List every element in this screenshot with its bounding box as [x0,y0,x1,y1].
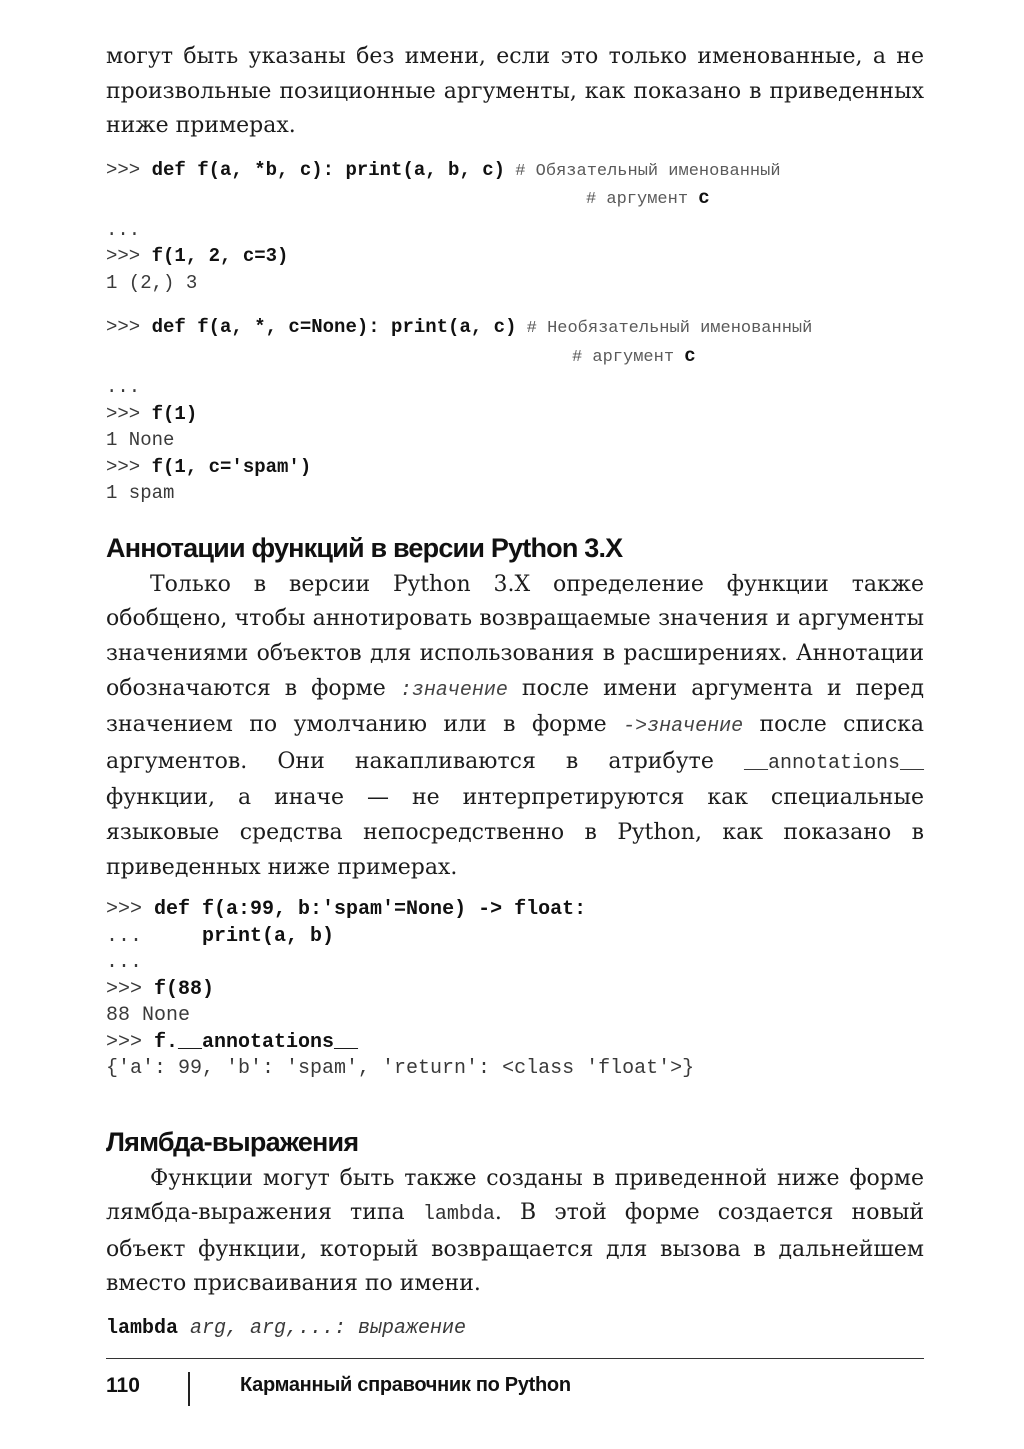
code-line: # аргумент c [572,344,696,367]
code-line: ... [106,376,141,399]
code-line: 1 spam [106,482,175,505]
code-block-2 [106,314,924,507]
code-line: # аргумент c [586,187,710,210]
section-heading-lambda: Лямбда-выражения [106,1126,359,1157]
code-block-1 [106,157,924,297]
code-block-3 [106,897,924,1083]
code-line: >>> f(1, 2, c=3) [106,245,289,268]
book-title: Карманный справочник по Python [240,1374,571,1396]
code-line: ... [106,951,143,975]
code-line: ... print(a, b) [106,924,335,948]
code-line: >>> f(1) [106,402,198,425]
code-line: 88 None [106,1004,191,1028]
code-line: >>> f(88) [106,977,215,1001]
footer-rule [106,1358,924,1359]
code-line: 1 None [106,429,175,452]
footer-divider [188,1372,190,1406]
code-line: >>> f(1, c='spam') [106,455,312,478]
intro-paragraph: могут быть указаны без имени, если это только именованные, а не произвольные позиционные аргументы, как показано в приведенных ниже примерах. [106,44,924,139]
section-heading-annotations: Аннотации функций в версии Python 3.X [106,532,623,563]
code-line: 1 (2,) 3 [106,271,198,294]
lambda-syntax: lambda arg, arg,...: выражение [106,1317,467,1340]
code-line: ... [106,218,141,241]
page-content [106,40,924,1343]
code-line: >>> f.__annotations__ [106,1030,359,1054]
annotations-paragraph: Только в версии Python 3.X определение функции также обобщено, чтобы аннотировать возвращаемые значения и аргументы значениями объектов для использования в расширениях. Аннотации обозначаются в форме :значение после имени аргумента и перед значением по умолчанию или в форме ->значение после списка аргументов. Они накапливаются в атрибуте __annotations__ функции, а иначе — не интерпретируются как специальные языковые средства непосредственно в Python, как показано в приведенных ниже примерах. [106,571,925,880]
page-number: 110 [106,1374,140,1397]
code-line: {'a': 99, 'b': 'spam', 'return': <class 'float'>} [106,1057,695,1081]
code-line: >>> def f(a, *, c=None): print(a, c) # Необязательный именованный [106,316,813,339]
code-line: >>> def f(a, *b, c): print(a, b, c) # Обязательный именованный [106,158,781,181]
lambda-paragraph: Функции могут быть также созданы в приведенной ниже форме лямбда-выражения типа lambda. В этой форме создается новый объект функции, который возвращается для вызова в дальнейшем вместо присваивания по имени. [106,1165,925,1297]
code-line: >>> def f(a:99, b:'spam'=None) -> float: [106,898,587,922]
